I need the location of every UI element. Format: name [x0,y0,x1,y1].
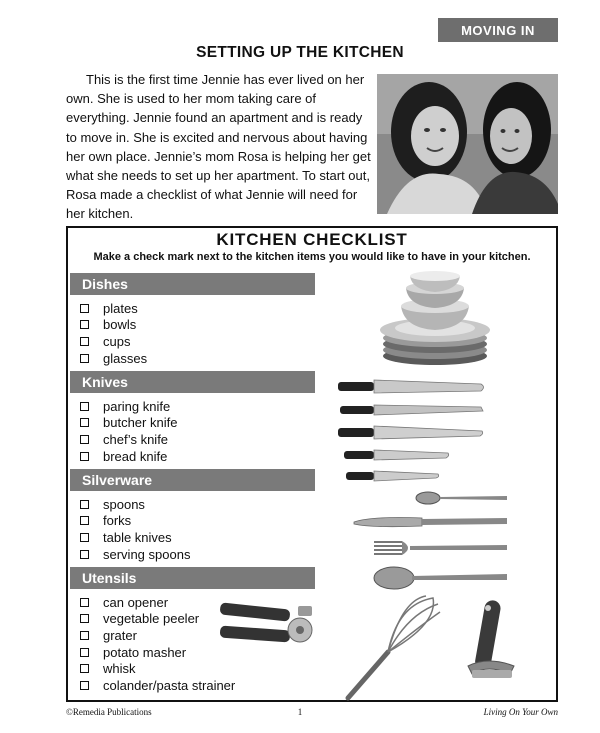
checkbox-icon[interactable] [80,550,89,559]
section-tab: MOVING IN [438,18,558,42]
footer-page-number: 1 [297,707,303,717]
checkbox-icon[interactable] [80,337,89,346]
paring-knife-icon [346,471,439,481]
checkbox-icon[interactable] [80,500,89,509]
checkbox-icon[interactable] [80,435,89,444]
checklist-item-spoons[interactable] [80,496,315,513]
item-label: serving spoons [103,546,191,562]
vegetable-peeler-illustration [454,594,534,705]
checklist-item-bread-knife[interactable] [80,448,315,465]
checkbox-icon[interactable] [80,631,89,640]
checkbox-icon[interactable] [80,614,89,623]
section-knives [70,371,315,464]
checklist-item-paring-knife[interactable] [80,398,315,415]
utility-knife-icon [344,450,449,460]
whisk-illustration [338,594,448,709]
item-label: colander/pasta strainer [103,677,236,693]
table-knife-icon [354,518,507,527]
item-label: vegetable peeler [103,611,200,627]
item-label: potato masher [103,644,187,660]
bread-knife-icon [340,405,483,415]
footer-book-title: Living On Your Own [483,707,558,717]
fork-icon [374,541,507,555]
checklist-item-colander[interactable] [80,677,315,694]
item-label: forks [103,513,132,529]
knives-illustration [336,378,491,493]
footer-publisher: ©Remedia Publications [66,707,152,717]
silverware-illustration [352,486,512,601]
page-title: SETTING UP THE KITCHEN [196,44,404,61]
checklist-instruction: Make a check mark next to the kitchen items you would like to have in your kitchen. [93,251,531,263]
checklist-item-plates[interactable] [80,300,315,317]
checklist-item-serving-spoons[interactable] [80,546,315,563]
item-label: chef’s knife [103,431,169,447]
section-heading: Utensils [70,567,315,589]
item-label: bowls [103,317,137,333]
spoon-icon [416,492,507,504]
dishes-illustration [376,270,494,373]
item-label: plates [103,300,138,316]
item-label: glasses [103,350,148,366]
checklist-item-cups[interactable] [80,333,315,350]
kitchen-checklist [66,226,558,702]
item-label: spoons [103,496,145,512]
butcher-knife-icon [338,380,484,393]
item-label: table knives [103,529,172,545]
intro-paragraph [66,70,372,224]
checklist-item-forks[interactable] [80,513,315,530]
section-heading: Knives [70,371,315,393]
chefs-knife-icon [338,426,483,439]
mother-daughter-photo [377,74,558,214]
item-label: cups [103,333,131,349]
item-label: grater [103,627,137,643]
checklist-item-butcher-knife[interactable] [80,415,315,432]
checkbox-icon[interactable] [80,402,89,411]
serving-spoon-icon [374,567,507,589]
checkbox-icon[interactable] [80,598,89,607]
checkbox-icon[interactable] [80,681,89,690]
intro-text: This is the first time Jennie has ever lived on her own. She is used to her mom taking care of everything. Jennie found an apartment and is ready to move in. She is excited and nervous about having her own place. Jennie’s mom Rosa is helping her get what she needs to set up her apartment. To start out, Rosa made a checklist of what Jennie will need for her kitchen. [66,72,371,222]
section-dishes [70,273,315,366]
section-heading: Silverware [70,469,315,491]
checkbox-icon[interactable] [80,354,89,363]
item-label: bread knife [103,448,168,464]
checkbox-icon[interactable] [80,664,89,673]
checklist-item-chefs-knife[interactable] [80,431,315,448]
checklist-title: KITCHEN CHECKLIST [216,230,408,249]
checkbox-icon[interactable] [80,452,89,461]
checkbox-icon[interactable] [80,516,89,525]
section-silverware [70,469,315,562]
item-label: paring knife [103,398,171,414]
checkbox-icon[interactable] [80,533,89,542]
checklist-item-bowls[interactable] [80,317,315,334]
checklist-item-table-knives[interactable] [80,529,315,546]
checklist-item-glasses[interactable] [80,350,315,367]
item-label: whisk [103,661,136,677]
section-heading: Dishes [70,273,315,295]
item-label: butcher knife [103,415,178,431]
checkbox-icon[interactable] [80,320,89,329]
item-label: can opener [103,594,169,610]
can-opener-illustration [218,600,318,671]
checkbox-icon[interactable] [80,648,89,657]
checkbox-icon[interactable] [80,304,89,313]
checkbox-icon[interactable] [80,418,89,427]
